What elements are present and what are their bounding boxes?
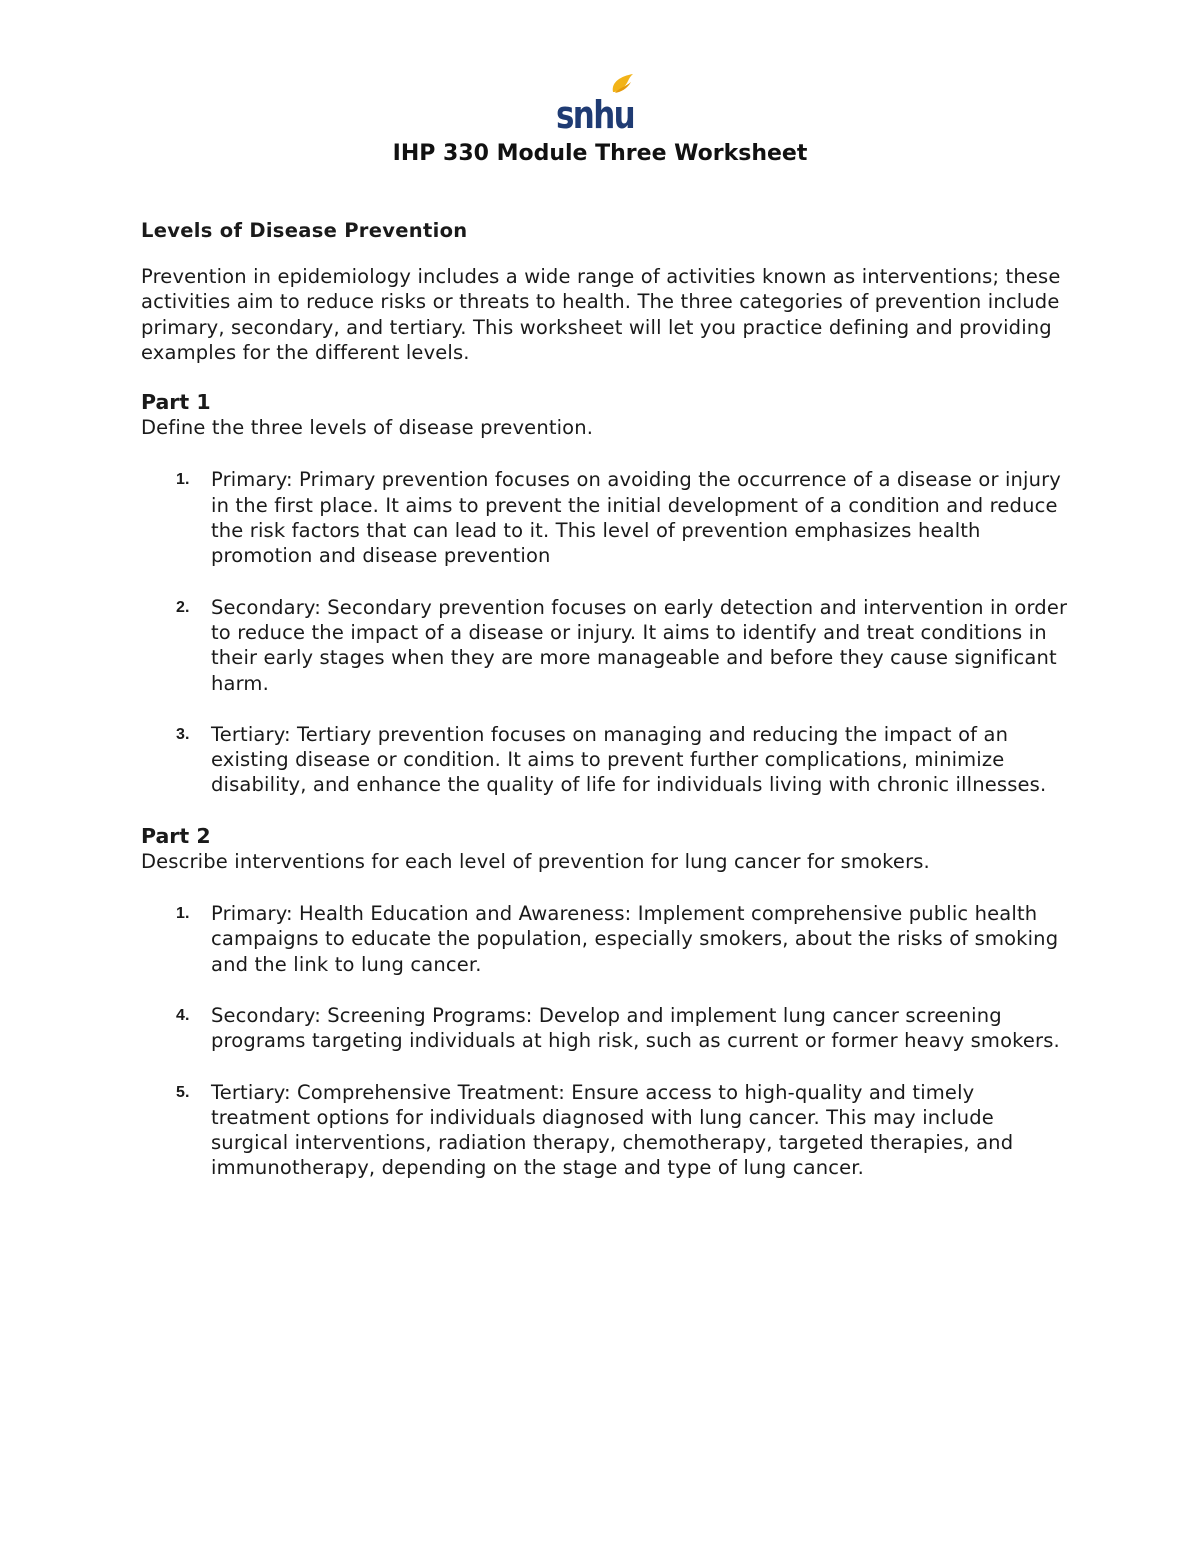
list-item xyxy=(141,901,1071,977)
snhu-logo xyxy=(555,72,639,137)
list-number: 5. xyxy=(176,1083,190,1101)
svg-text:snhu: snhu xyxy=(556,93,634,137)
list-item-text: Secondary: Screening Programs: Develop and implement lung cancer screening programs targeting individuals at high risk, such as current or former heavy smokers. xyxy=(211,1003,1060,1053)
list-item-text: Primary: Health Education and Awareness: Implement comprehensive public health campaigns to educate the population, especially smokers, about the risks of smoking and the link to lung cancer. xyxy=(211,902,1059,976)
list-item-text: Secondary: Secondary prevention focuses on early detection and intervention in order to reduce the impact of a disease or injury. It aims to identify and treat conditions in their early stages when they are more manageable and before they cause significant harm. xyxy=(211,595,1068,695)
section-heading: Levels of Disease Prevention xyxy=(141,219,468,242)
part1-heading: Part 1 xyxy=(141,390,211,415)
document-body xyxy=(141,218,1071,1207)
part2-heading: Part 2 xyxy=(141,823,211,848)
list-item-text: Primary: Primary prevention focuses on avoiding the occurrence of a disease or injury in the first place. It aims to prevent the initial development of a condition and reduce the risk factors that can lead to it. This level of prevention emphasizes health promotion and disease prevention xyxy=(211,468,1061,568)
list-number: 2. xyxy=(176,598,190,616)
list-item xyxy=(141,1003,1071,1054)
part1-list xyxy=(141,467,1071,797)
part2-list xyxy=(141,901,1071,1181)
list-number: 3. xyxy=(176,725,190,743)
list-item-text: Tertiary: Comprehensive Treatment: Ensure access to high-quality and timely treatment options for individuals diagnosed with lung cancer. This may include surgical interventions, radiation therapy, chemotherapy, targeted therapies, and immunotherapy, depending on the stage and type of lung cancer. xyxy=(211,1080,1014,1180)
list-item-text: Tertiary: Tertiary prevention focuses on managing and reducing the impact of an existing disease or condition. It aims to prevent further complications, minimize disability, and enhance the quality of life for individuals living with chronic illnesses. xyxy=(211,722,1047,797)
document-title: IHP 330 Module Three Worksheet xyxy=(392,141,808,166)
list-item xyxy=(141,595,1071,696)
list-number: 1. xyxy=(176,905,190,923)
intro-paragraph: Prevention in epidemiology includes a wide range of activities known as interventions; these activities aim to reduce risks or threats to health. The three categories of prevention include primary, secondary, and tertiary. This worksheet will let you practice defining and providing examples for the different levels. xyxy=(141,265,1061,364)
list-item xyxy=(141,467,1071,568)
part2-instruction: Describe interventions for each level of prevention for lung cancer for smokers. xyxy=(141,849,930,873)
list-item xyxy=(141,1080,1071,1181)
list-number: 1. xyxy=(176,471,190,489)
part1-instruction: Define the three levels of disease prevention. xyxy=(141,416,594,440)
list-item xyxy=(141,722,1071,798)
list-number: 4. xyxy=(176,1006,190,1024)
